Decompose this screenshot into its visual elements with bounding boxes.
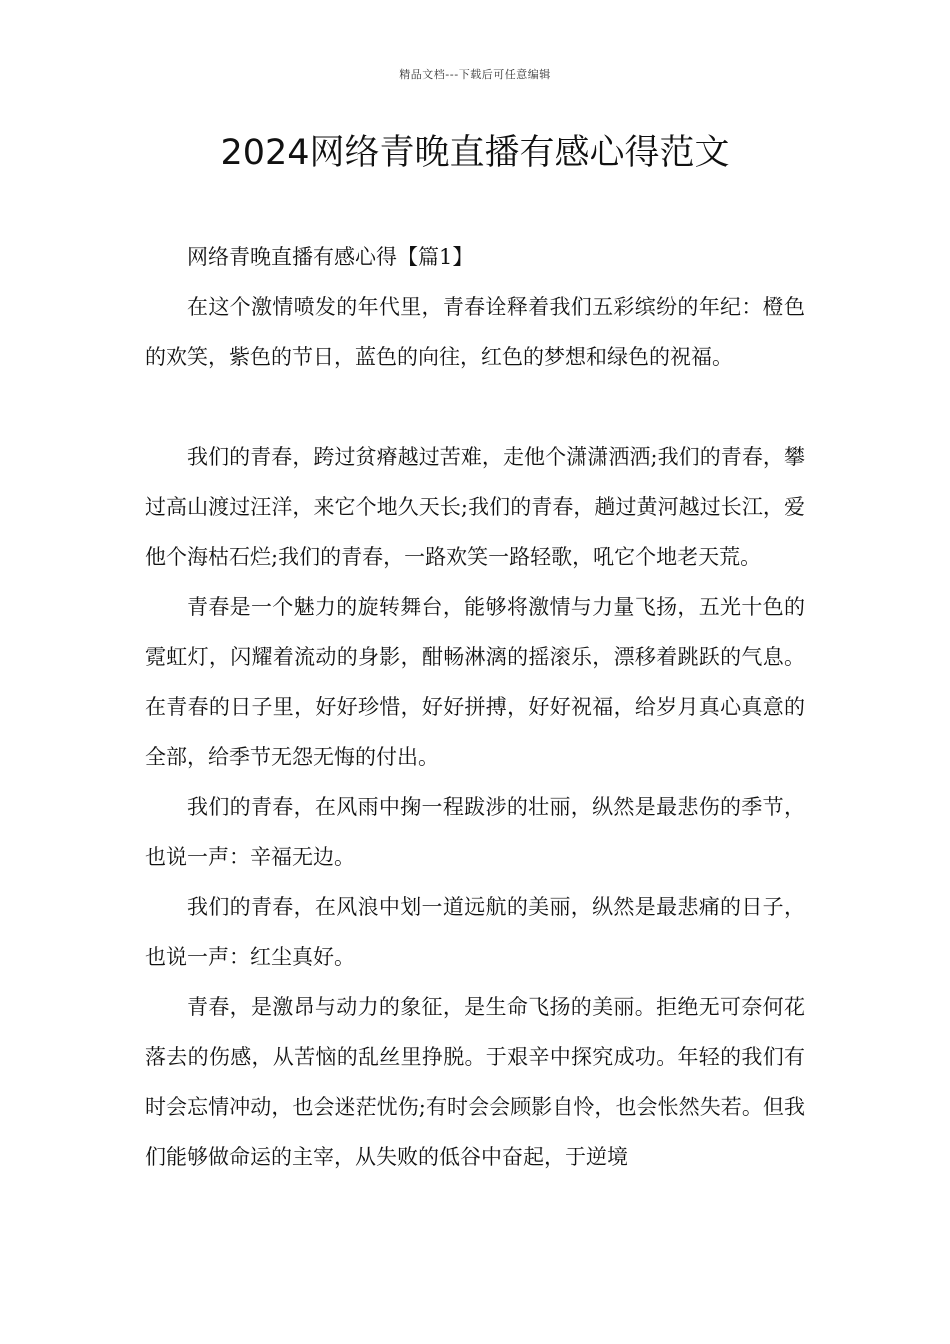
document-title: 2024网络青晚直播有感心得范文 (220, 133, 730, 173)
paragraph-2: 我们的青春，跨过贫瘠越过苦难，走他个潇潇洒洒;我们的青春，攀过高山渡过汪洋，来它个地久天长;我们的青春，趟过黄河越过长江，爱他个海枯石烂;我们的青春，一路欢笑一路轻歌，吼它个地老天荒。 (145, 445, 805, 569)
paragraph-3: 青春是一个魅力的旋转舞台，能够将激情与力量飞扬，五光十色的霓虹灯，闪耀着流动的身影，酣畅淋漓的摇滚乐，漂移着跳跃的气息。在青春的日子里，好好珍惜，好好拼搏，好好祝福，给岁月真心真意的全部，给季节无怨无悔的付出。 (145, 595, 805, 769)
paragraph-5: 我们的青春，在风浪中划一道远航的美丽，纵然是最悲痛的日子，也说一声：红尘真好。 (145, 895, 805, 969)
blank-line (145, 382, 805, 432)
paragraph-1: 在这个激情喷发的年代里，青春诠释着我们五彩缤纷的年纪：橙色的欢笑，紫色的节日，蓝色的向往，红色的梦想和绿色的祝福。 (145, 295, 805, 369)
paragraph-6: 青春，是激昂与动力的象征，是生命飞扬的美丽。拒绝无可奈何花落去的伤感，从苦恼的乱丝里挣脱。于艰辛中探究成功。年轻的我们有时会忘情冲动，也会迷茫忧伤;有时会会顾影自怜，也会怅然失若。但我们能够做命运的主宰，从失败的低谷中奋起，于逆境 (145, 995, 805, 1169)
paragraph-4: 我们的青春，在风雨中掬一程跋涉的壮丽，纵然是最悲伤的季节，也说一声：辛福无边。 (145, 795, 805, 869)
page-header-note: 精品文档---下载后可任意编辑 (399, 68, 551, 81)
section-heading: 网络青晚直播有感心得【篇1】 (187, 245, 474, 269)
document-body (145, 232, 805, 1182)
